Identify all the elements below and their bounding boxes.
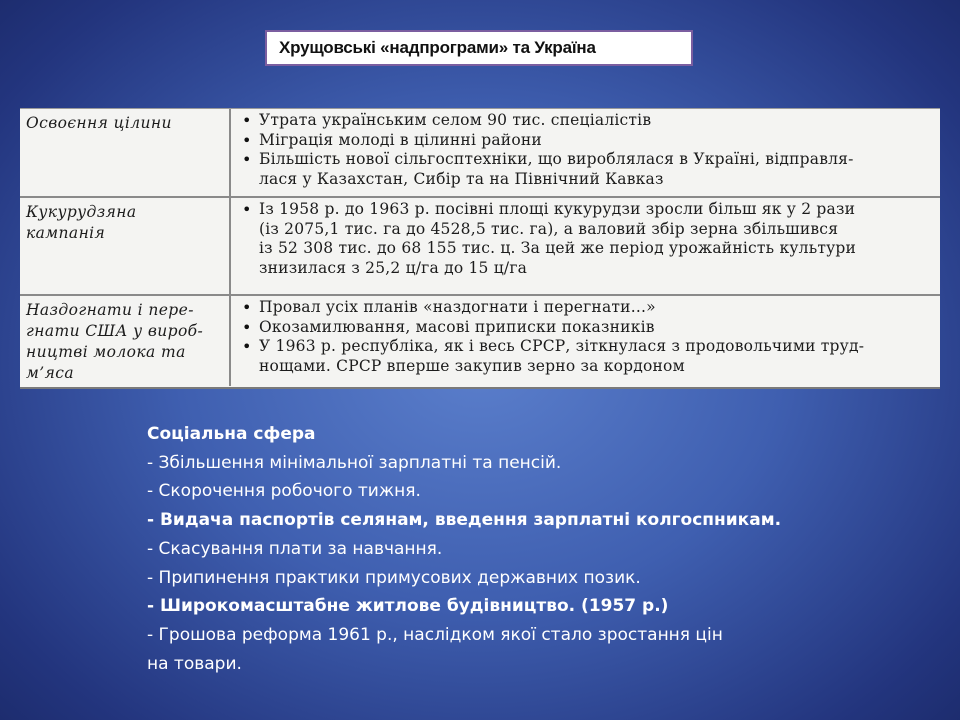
list-item: • Провал усіх планів «наздогнати і перегнати...»	[241, 298, 936, 318]
social-line: - Видача паспортів селянам, введення зарплатні колгоспникам.	[147, 510, 782, 531]
social-line: на товари.	[147, 653, 242, 674]
social-line: - Припинення практики примусових державних позик.	[147, 567, 641, 588]
slide-title-box	[265, 30, 693, 66]
social-line: - Скорочення робочого тижня.	[147, 481, 421, 502]
list-item: • Із 1958 р. до 1963 р. посівні площі кукурудзи зросли більш як у 2 рази (із 2075,1 тис. га до 4528,5 тис. га), а валовий збір зерна збільшився із 52 308 тис. до 68 155 тис. ц. За цей же період урожайність культури знизилася з 25,2 ц/га до 15 ц/га	[241, 200, 936, 278]
social-line: - Збільшення мінімальної зарплатні та пенсій.	[147, 452, 562, 473]
table-row	[20, 197, 940, 295]
slide-title: Хрущовські «надпрограми» та Україна	[279, 38, 596, 57]
social-line: - Скасування плати за навчання.	[147, 538, 443, 559]
social-line: - Грошова реформа 1961 р., наслідком якої стало зростання цін	[147, 624, 723, 645]
list-item: • Більшість нової сільгосптехніки, що вироблялася в Україні, відправля- лася у Казахстан, Сибір та на Північний Кавказ	[241, 150, 936, 189]
list-item: • Міграція молоді в цілинні райони	[241, 131, 936, 151]
table-cell-items	[230, 109, 940, 197]
table-cell-category	[20, 197, 230, 295]
category-label: Кукурудзяна кампанія	[26, 203, 137, 242]
social-sphere-section	[147, 420, 867, 678]
policy-table	[20, 108, 940, 389]
social-heading: Соціальна сфера	[147, 424, 316, 444]
list-item: • Утрата українським селом 90 тис. спеціалістів	[241, 111, 936, 131]
category-label: Освоєння цілини	[26, 114, 172, 132]
social-line: - Широкомасштабне житлове будівництво. (1957 р.)	[147, 596, 669, 617]
category-label: Наздогнати і пере- гнати США у вироб- ництві молока та м’яса	[26, 301, 204, 382]
bullet-list	[241, 200, 936, 278]
table-cell-category	[20, 109, 230, 197]
table-cell-category	[20, 295, 230, 386]
table-row	[20, 109, 940, 197]
table-row	[20, 295, 940, 386]
list-item: • У 1963 р. республіка, як і весь СРСР, зіткнулася з продовольчими труд- нощами. СРСР вперше закупив зерно за кордоном	[241, 337, 936, 376]
list-item: • Окозамилювання, масові приписки показників	[241, 318, 936, 338]
policy-table-grid	[20, 109, 940, 386]
bullet-list	[241, 298, 936, 376]
table-cell-items	[230, 197, 940, 295]
table-cell-items	[230, 295, 940, 386]
bullet-list	[241, 111, 936, 189]
